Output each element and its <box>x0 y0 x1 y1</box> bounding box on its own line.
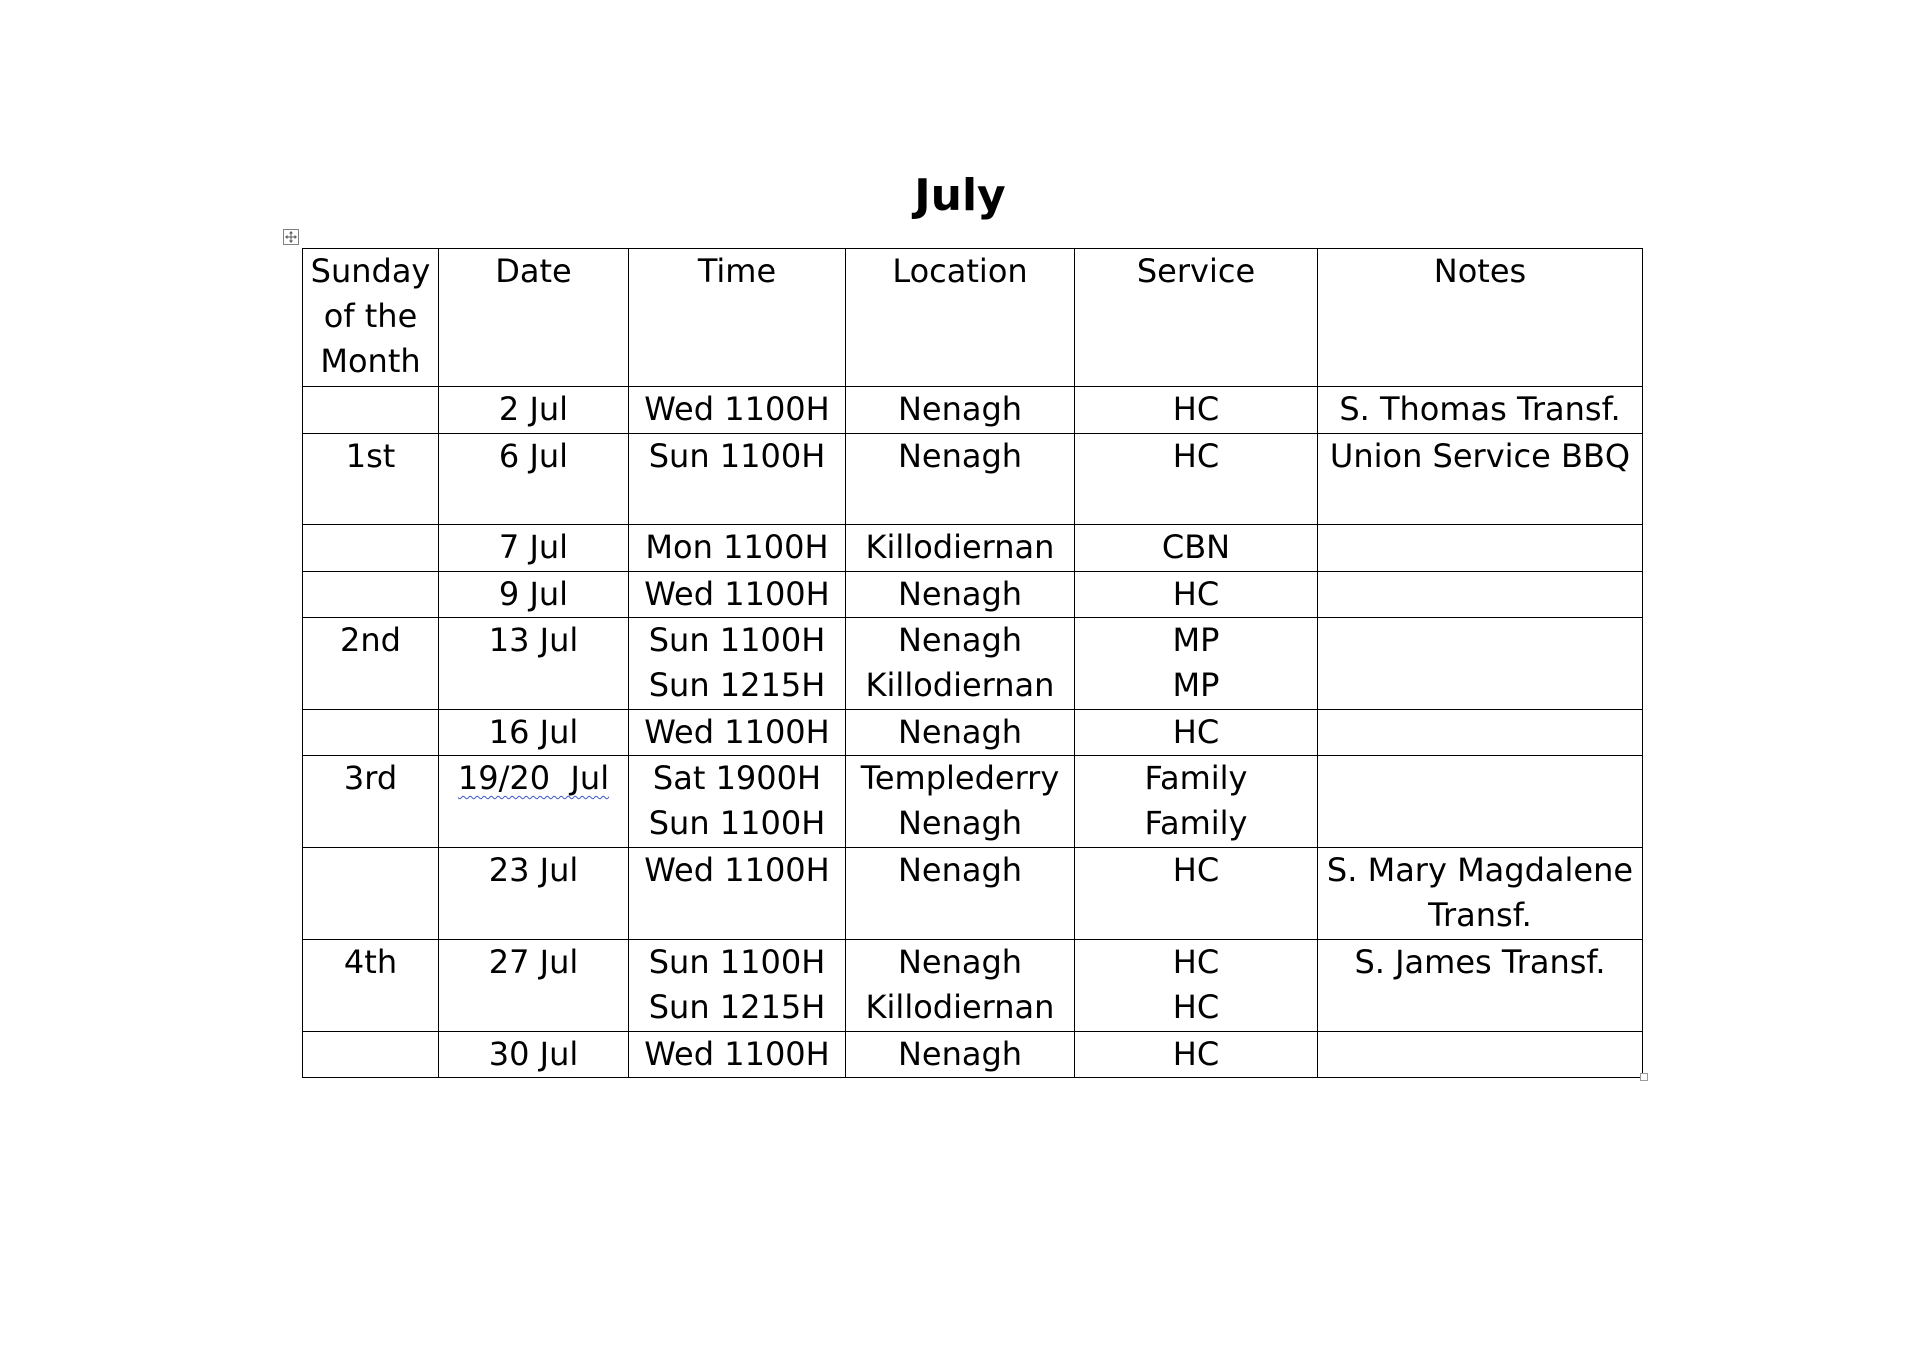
time-cell: Sun 1100H Sun 1215H <box>629 618 846 710</box>
notes-cell <box>1318 756 1643 848</box>
service-cell: HC HC <box>1075 940 1318 1032</box>
page-title: July <box>914 170 1006 221</box>
location-cell: Nenagh <box>846 434 1075 525</box>
table-move-handle-icon[interactable] <box>283 229 299 245</box>
location-cell: Nenagh <box>846 387 1075 434</box>
date-cell: 7 Jul <box>439 525 629 572</box>
sunday-cell <box>303 848 439 940</box>
notes-cell <box>1318 1032 1643 1078</box>
table-row <box>303 756 1643 848</box>
header-sunday: Sunday of the Month <box>303 249 439 387</box>
service-cell: HC <box>1075 434 1318 525</box>
schedule-table <box>302 248 1643 1078</box>
date-cell: 2 Jul <box>439 387 629 434</box>
time-cell: Wed 1100H <box>629 1032 846 1078</box>
date-cell: 19/20 Jul <box>439 756 629 848</box>
service-cell: HC <box>1075 387 1318 434</box>
location-cell: Templederry Nenagh <box>846 756 1075 848</box>
sunday-cell <box>303 1032 439 1078</box>
time-cell: Wed 1100H <box>629 387 846 434</box>
time-cell: Sat 1900H Sun 1100H <box>629 756 846 848</box>
date-cell: 6 Jul <box>439 434 629 525</box>
table-row <box>303 572 1643 618</box>
location-cell: Nenagh Killodiernan <box>846 940 1075 1032</box>
location-cell: Killodiernan <box>846 525 1075 572</box>
table-row <box>303 940 1643 1032</box>
location-cell: Nenagh <box>846 572 1075 618</box>
sunday-cell: 4th <box>303 940 439 1032</box>
service-cell: HC <box>1075 848 1318 940</box>
header-row <box>303 249 1643 387</box>
location-cell: Nenagh <box>846 1032 1075 1078</box>
date-cell: 16 Jul <box>439 710 629 756</box>
sunday-cell <box>303 572 439 618</box>
header-location: Location <box>846 249 1075 387</box>
table-row <box>303 848 1643 940</box>
sunday-cell <box>303 710 439 756</box>
header-time: Time <box>629 249 846 387</box>
notes-cell: S. Thomas Transf. <box>1318 387 1643 434</box>
table-row <box>303 1032 1643 1078</box>
service-cell: HC <box>1075 710 1318 756</box>
service-cell: HC <box>1075 572 1318 618</box>
notes-cell: S. Mary Magdalene Transf. <box>1318 848 1643 940</box>
date-cell: 27 Jul <box>439 940 629 1032</box>
date-cell: 13 Jul <box>439 618 629 710</box>
date-cell: 23 Jul <box>439 848 629 940</box>
service-cell: Family Family <box>1075 756 1318 848</box>
table-row <box>303 387 1643 434</box>
table-row <box>303 710 1643 756</box>
date-cell: 9 Jul <box>439 572 629 618</box>
table-row <box>303 525 1643 572</box>
time-cell: Wed 1100H <box>629 848 846 940</box>
service-cell: MP MP <box>1075 618 1318 710</box>
notes-cell: S. James Transf. <box>1318 940 1643 1032</box>
table-row <box>303 434 1643 525</box>
header-notes: Notes <box>1318 249 1643 387</box>
header-date: Date <box>439 249 629 387</box>
notes-cell: Union Service BBQ <box>1318 434 1643 525</box>
time-cell: Sun 1100H <box>629 434 846 525</box>
notes-cell <box>1318 710 1643 756</box>
time-cell: Mon 1100H <box>629 525 846 572</box>
time-cell: Wed 1100H <box>629 572 846 618</box>
notes-cell <box>1318 572 1643 618</box>
service-cell: HC <box>1075 1032 1318 1078</box>
sunday-cell <box>303 387 439 434</box>
sunday-cell: 1st <box>303 434 439 525</box>
location-cell: Nenagh <box>846 848 1075 940</box>
service-cell: CBN <box>1075 525 1318 572</box>
sunday-cell: 3rd <box>303 756 439 848</box>
sunday-cell: 2nd <box>303 618 439 710</box>
time-cell: Wed 1100H <box>629 710 846 756</box>
date-cell: 30 Jul <box>439 1032 629 1078</box>
sunday-cell <box>303 525 439 572</box>
header-service: Service <box>1075 249 1318 387</box>
location-cell: Nenagh <box>846 710 1075 756</box>
location-cell: Nenagh Killodiernan <box>846 618 1075 710</box>
table-row <box>303 618 1643 710</box>
table-resize-handle[interactable] <box>1640 1073 1648 1081</box>
notes-cell <box>1318 525 1643 572</box>
notes-cell <box>1318 618 1643 710</box>
time-cell: Sun 1100H Sun 1215H <box>629 940 846 1032</box>
